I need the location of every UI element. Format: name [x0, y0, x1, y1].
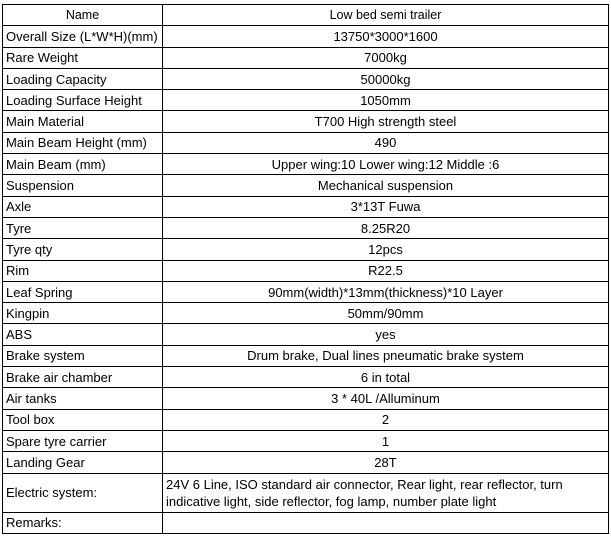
- row-label: Main Beam Height (mm): [3, 132, 163, 153]
- row-label: Suspension: [3, 175, 163, 196]
- table-row: [3, 217, 609, 238]
- row-label: Axle: [3, 196, 163, 217]
- table-row: [3, 473, 609, 512]
- table-row: [3, 26, 609, 47]
- row-value: R22.5: [163, 260, 609, 281]
- row-value: 7000kg: [163, 47, 609, 68]
- row-label: Electric system:: [3, 473, 163, 512]
- row-value: Drum brake, Dual lines pneumatic brake system: [163, 345, 609, 366]
- table-row: [3, 452, 609, 473]
- table-row: [3, 68, 609, 89]
- row-label: Loading Capacity: [3, 68, 163, 89]
- row-label: Main Beam (mm): [3, 154, 163, 175]
- row-label: Spare tyre carrier: [3, 430, 163, 451]
- table-row: [3, 409, 609, 430]
- table-row: [3, 132, 609, 153]
- row-label: Air tanks: [3, 388, 163, 409]
- spec-table: [2, 4, 609, 534]
- table-row: [3, 281, 609, 302]
- table-row: [3, 512, 609, 533]
- row-value: 2: [163, 409, 609, 430]
- row-value: 28T: [163, 452, 609, 473]
- table-row: [3, 175, 609, 196]
- row-value: 50000kg: [163, 68, 609, 89]
- row-value: 90mm(width)*13mm(thickness)*10 Layer: [163, 281, 609, 302]
- row-value: 490: [163, 132, 609, 153]
- row-value: 3 * 40L /Alluminum: [163, 388, 609, 409]
- header-product-cell: Low bed semi trailer: [163, 5, 609, 26]
- table-row: [3, 345, 609, 366]
- row-value: 1: [163, 430, 609, 451]
- row-value: 1050mm: [163, 90, 609, 111]
- row-label: Brake air chamber: [3, 367, 163, 388]
- row-value: Upper wing:10 Lower wing:12 Middle :6: [163, 154, 609, 175]
- table-row: [3, 388, 609, 409]
- row-label: Rim: [3, 260, 163, 281]
- row-label: Kingpin: [3, 303, 163, 324]
- table-row: [3, 260, 609, 281]
- table-row: [3, 154, 609, 175]
- row-value: 12pcs: [163, 239, 609, 260]
- row-label: Brake system: [3, 345, 163, 366]
- row-label: Rare Weight: [3, 47, 163, 68]
- row-label: Remarks:: [3, 512, 163, 533]
- row-label: Tool box: [3, 409, 163, 430]
- row-value: Mechanical suspension: [163, 175, 609, 196]
- row-value: 13750*3000*1600: [163, 26, 609, 47]
- row-label: Tyre: [3, 217, 163, 238]
- row-value: 3*13T Fuwa: [163, 196, 609, 217]
- row-value: 50mm/90mm: [163, 303, 609, 324]
- row-label: Landing Gear: [3, 452, 163, 473]
- header-name-cell: Name: [3, 5, 163, 26]
- row-label: Leaf Spring: [3, 281, 163, 302]
- table-row: [3, 47, 609, 68]
- table-header-row: [3, 5, 609, 26]
- table-row: [3, 367, 609, 388]
- table-row: [3, 303, 609, 324]
- table-row: [3, 90, 609, 111]
- table-row: [3, 324, 609, 345]
- table-row: [3, 239, 609, 260]
- row-value: [163, 512, 609, 533]
- row-value: yes: [163, 324, 609, 345]
- row-label: Overall Size (L*W*H)(mm): [3, 26, 163, 47]
- table-row: [3, 111, 609, 132]
- table-row: [3, 196, 609, 217]
- row-label: ABS: [3, 324, 163, 345]
- row-value: 24V 6 Line, ISO standard air connector, Rear light, rear reflector, turn indicative light, side reflector, fog lamp, number plate light: [163, 473, 609, 512]
- row-value: 6 in total: [163, 367, 609, 388]
- row-value: 8.25R20: [163, 217, 609, 238]
- row-label: Main Material: [3, 111, 163, 132]
- row-value: T700 High strength steel: [163, 111, 609, 132]
- row-label: Tyre qty: [3, 239, 163, 260]
- row-label: Loading Surface Height: [3, 90, 163, 111]
- table-row: [3, 430, 609, 451]
